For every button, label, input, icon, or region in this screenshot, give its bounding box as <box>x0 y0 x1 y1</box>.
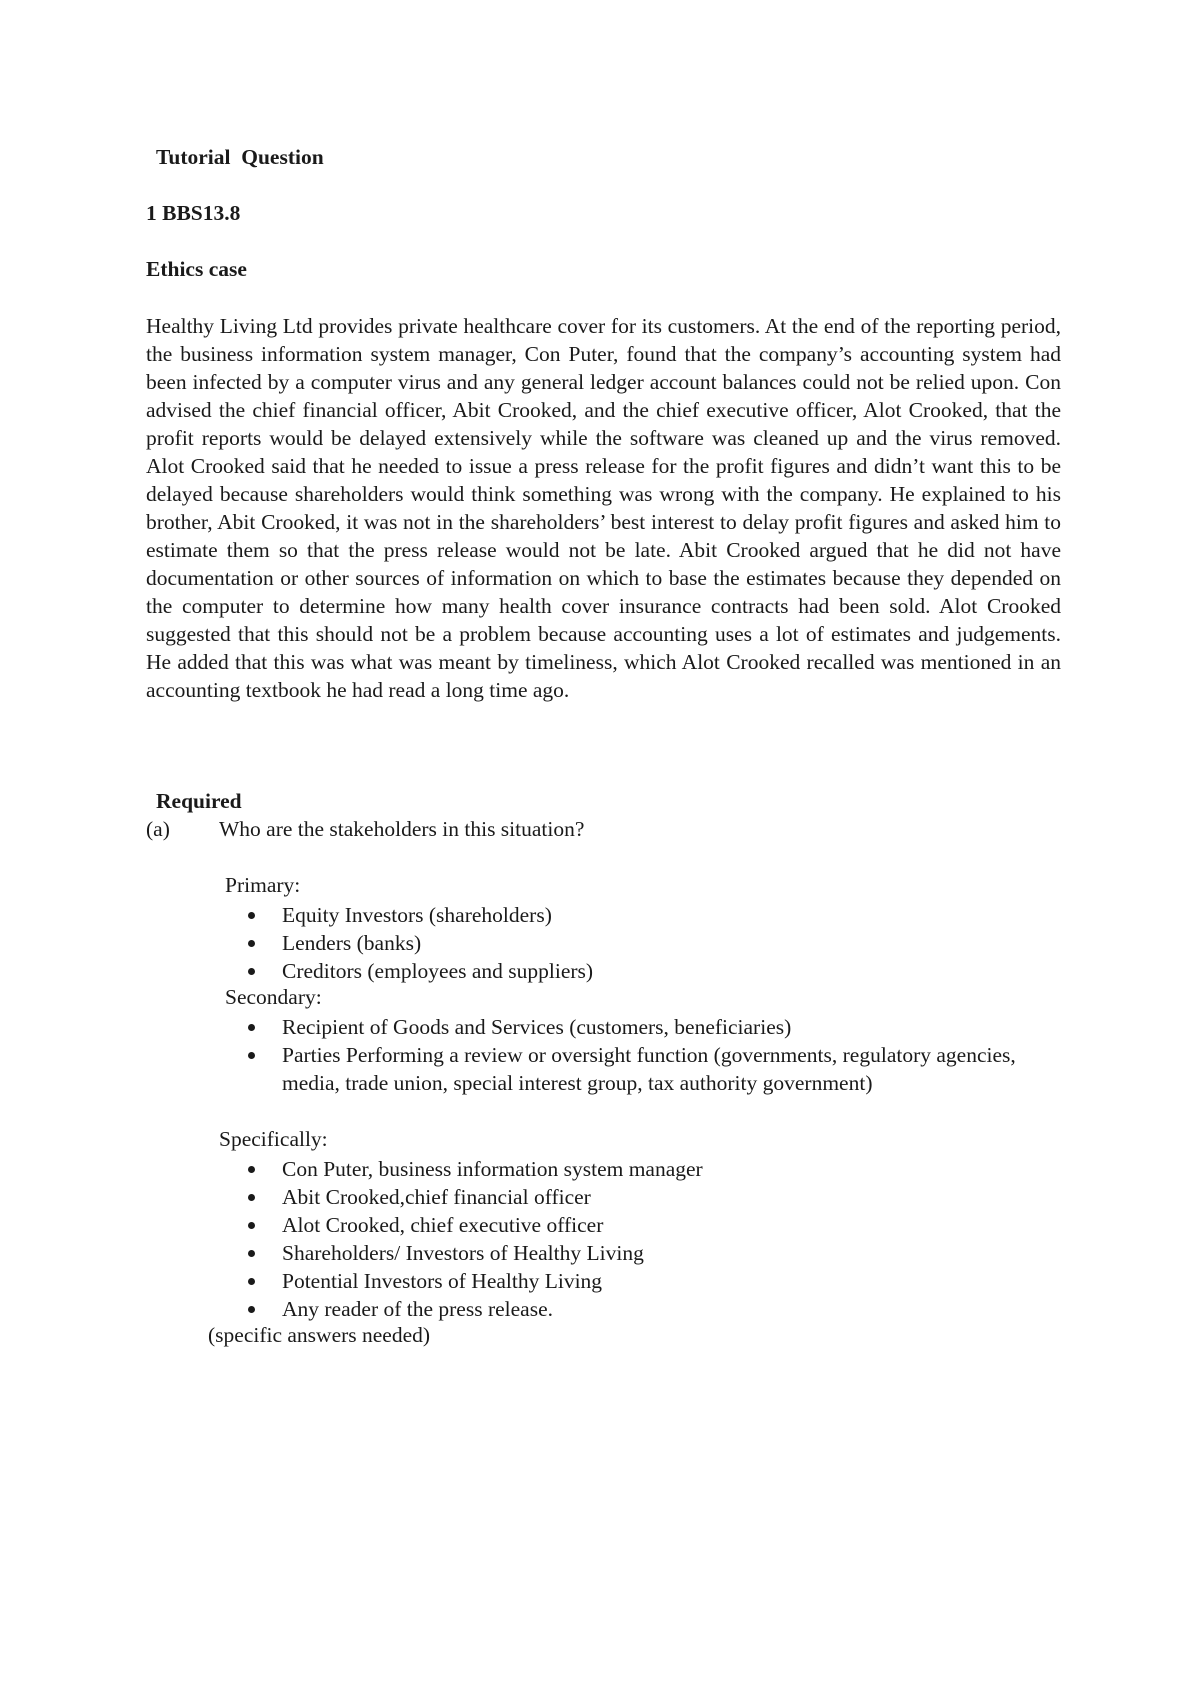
list-item: Abit Crooked,chief financial officer <box>248 1183 703 1211</box>
case-paragraph: Healthy Living Ltd provides private healthcare cover for its customers. At the end of the reporting period, the business information system manager, Con Puter, found that the company’s accounting system had been infected by a computer virus and any general ledger account balances could not be relied upon. Con advised the chief financial officer, Abit Crooked, and the chief executive officer, Alot Crooked, that the profit reports would be delayed extensively while the software was cleaned up and the virus removed. Alot Crooked said that he needed to issue a press release for the profit figures and didn’t want this to be delayed because shareholders would think something was wrong with the company. He explained to his brother, Abit Crooked, it was not in the shareholders’ best interest to delay profit figures and asked him to estimate them so that the press release would not be late. Abit Crooked argued that he did not have documentation or other sources of information on which to base the estimates because they depended on the computer to determine how many health cover insurance contracts had been sold. Alot Crooked suggested that this should not be a problem because accounting uses a lot of estimates and judgements. He added that this was what was meant by timeliness, which Alot Crooked recalled was mentioned in an accounting textbook he had read a long time ago. <box>146 314 1061 702</box>
secondary-list <box>248 1013 1052 1097</box>
specific-list <box>248 1155 703 1323</box>
list-item: Parties Performing a review or oversight function (governments, regulatory agencies, media, trade union, special interest group, tax authority government) <box>248 1041 1052 1097</box>
list-item: Equity Investors (shareholders) <box>248 901 593 929</box>
list-item: Alot Crooked, chief executive officer <box>248 1211 703 1239</box>
question-text: Who are the stakeholders in this situation? <box>219 817 585 841</box>
case-heading: Ethics case <box>146 257 247 281</box>
list-item: Any reader of the press release. <box>248 1295 703 1323</box>
list-item: Lenders (banks) <box>248 929 593 957</box>
question-label: (a) <box>146 817 170 841</box>
list-item: Con Puter, business information system manager <box>248 1155 703 1183</box>
list-item: Potential Investors of Healthy Living <box>248 1267 703 1295</box>
answer-note: (specific answers needed) <box>208 1323 431 1347</box>
required-heading: Required <box>156 789 242 813</box>
secondary-heading: Secondary: <box>225 985 322 1009</box>
document-title: Tutorial Question <box>156 145 324 169</box>
list-item: Creditors (employees and suppliers) <box>248 957 593 985</box>
list-item: Shareholders/ Investors of Healthy Living <box>248 1239 703 1267</box>
question-code: 1 BBS13.8 <box>146 201 241 225</box>
list-item: Recipient of Goods and Services (customers, beneficiaries) <box>248 1013 1052 1041</box>
primary-list <box>248 901 593 985</box>
primary-heading: Primary: <box>225 873 301 897</box>
specific-heading: Specifically: <box>219 1127 328 1151</box>
